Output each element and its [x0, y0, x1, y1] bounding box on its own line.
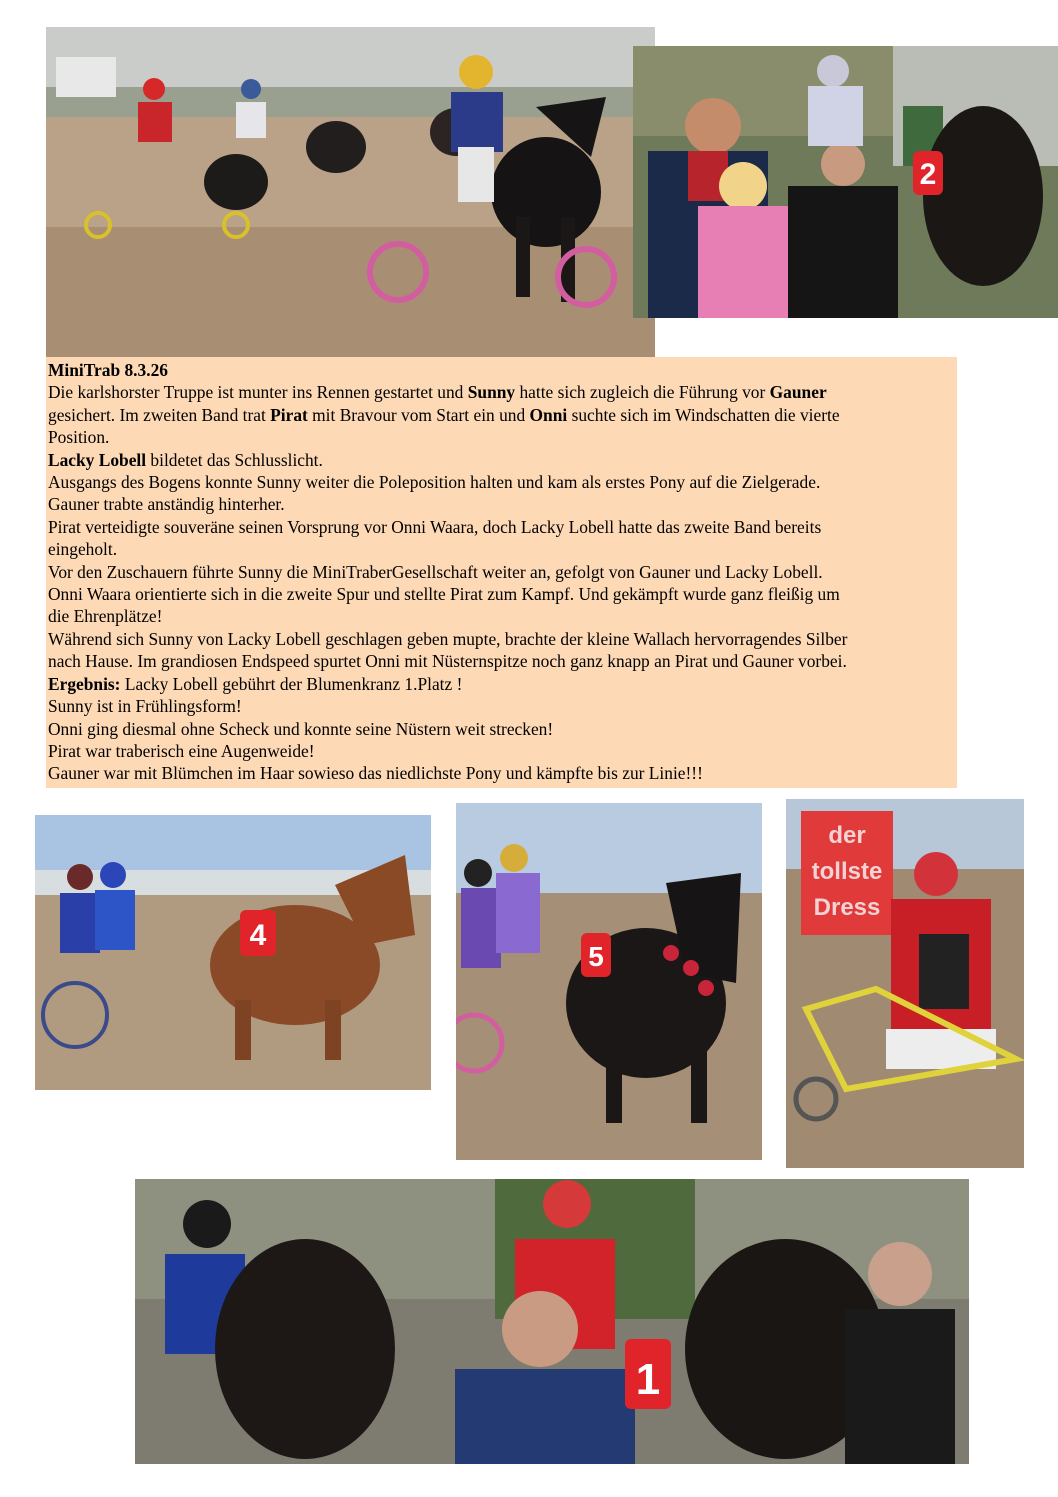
bib-number-4: 4 — [249, 919, 267, 952]
report-line: Pirat verteidigte souveräne seinen Vorsprung vor Onni Waara, doch Lacky Lobell hatte das zweite Band bereits — [48, 516, 822, 537]
bib-number-2: 2 — [919, 158, 937, 191]
report-line: die Ehrenplätze! — [48, 606, 163, 627]
photo-winners-pony-1 — [135, 1179, 969, 1464]
sign-text-dress: Dress — [813, 894, 881, 921]
photo-pony-5-flowers — [456, 803, 762, 1160]
report-line: Die karlshorster Truppe ist munter ins Rennen gestartet und Sunny hatte sich zugleich die Führung vor Gauner — [48, 382, 827, 403]
bib-number-1: 1 — [635, 1355, 661, 1404]
report-result: Ergebnis: Lacky Lobell gebührt der Blumenkranz 1.Platz ! — [48, 673, 463, 694]
report-line: nach Hause. Im grandiosen Endspeed spurtet Onni mit Nüsternspitze noch ganz knapp an Pirat und Gauner vorbei. — [48, 651, 847, 672]
sign-text-der: der — [828, 822, 866, 849]
report-line: Position. — [48, 427, 110, 448]
photo-dress-back — [786, 799, 1024, 1168]
report-line: Onni ging diesmal ohne Scheck und konnte seine Nüstern weit strecken! — [48, 718, 554, 739]
report-line: Sunny ist in Frühlingsform! — [48, 696, 242, 717]
report-line: Pirat war traberisch eine Augenweide! — [48, 740, 315, 761]
photo-pony-4-chestnut — [35, 815, 431, 1090]
report-line: Während sich Sunny von Lacky Lobell geschlagen geben mupte, brachte der kleine Wallach hervorragendes Silber — [48, 628, 848, 649]
report-line: Vor den Zuschauern führte Sunny die MiniTraberGesellschaft weiter an, gefolgt von Gauner und Lacky Lobell. — [48, 561, 823, 582]
photo-race-start — [46, 27, 655, 357]
report-line: Ausgangs des Bogens konnte Sunny weiter die Poleposition halten und kam als erstes Pony auf die Zielgerade. — [48, 472, 821, 493]
report-title: MiniTrab 8.3.26 — [48, 360, 168, 380]
report-line: gesichert. Im zweiten Band trat Pirat mit Bravour vom Start ein und Onni suchte sich im Windschatten die vierte — [48, 404, 840, 425]
bib-number-5: 5 — [588, 941, 604, 972]
photo-family-pony-2 — [633, 46, 1058, 318]
sign-text-tollste: tollste — [811, 858, 883, 885]
race-report — [46, 357, 957, 788]
report-line: eingeholt. — [48, 539, 118, 560]
report-line: Onni Waara orientierte sich in die zweite Spur und stellte Pirat zum Kampf. Und gekämpft wurde ganz fleißig um — [48, 584, 840, 605]
report-line: Gauner war mit Blümchen im Haar sowieso das niedlichste Pony und kämpfte bis zur Linie!!! — [48, 763, 703, 784]
report-line: Gauner trabte anständig hinterher. — [48, 494, 285, 515]
report-line: Lacky Lobell bildetet das Schlusslicht. — [48, 449, 323, 470]
